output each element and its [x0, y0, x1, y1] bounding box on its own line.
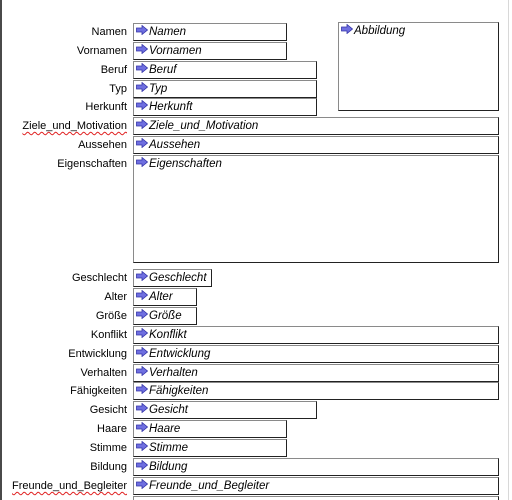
verhalten-field[interactable]: [133, 364, 499, 382]
geschlecht-field[interactable]: [133, 269, 212, 287]
herkunft-placeholder: Herkunft: [149, 101, 193, 113]
eigenschaften-field[interactable]: [133, 155, 499, 263]
beruf-placeholder: Beruf: [149, 64, 177, 76]
label-typ: Typ: [109, 83, 127, 95]
aussehen-field[interactable]: [133, 136, 499, 154]
arrow-right-icon: [136, 44, 148, 54]
label-gesicht: Gesicht: [89, 404, 127, 416]
freunde-und-begleiter-placeholder: Freunde_und_Begleiter: [149, 480, 270, 492]
arrow-right-icon: [136, 157, 148, 167]
eigenschaften-placeholder: Eigenschaften: [149, 158, 222, 170]
label-haare: Haare: [97, 423, 127, 435]
aussehen-placeholder: Aussehen: [149, 139, 201, 151]
arrow-right-icon: [136, 119, 148, 129]
stimme-field[interactable]: [133, 439, 287, 457]
label-vornamen: Vornamen: [76, 45, 127, 57]
alter-field[interactable]: [133, 288, 197, 306]
alter-placeholder: Alter: [149, 291, 173, 303]
gesicht-field[interactable]: [133, 401, 317, 419]
gesicht-placeholder: Gesicht: [149, 404, 188, 416]
label-herkunft: Herkunft: [85, 101, 127, 113]
window-right-edge: [508, 0, 509, 500]
label-stimme: Stimme: [89, 442, 127, 454]
label-beruf: Beruf: [100, 64, 127, 76]
entwicklung-placeholder: Entwicklung: [149, 348, 211, 360]
label-eigenschaften: Eigenschaften: [57, 158, 127, 170]
arrow-right-icon: [136, 25, 148, 35]
faehigkeiten-field[interactable]: [133, 382, 499, 400]
label-aussehen: Aussehen: [78, 139, 127, 151]
abbildung-image-field[interactable]: [338, 22, 499, 111]
arrow-right-icon: [341, 24, 353, 34]
ziele-und-motivation-placeholder: Ziele_und_Motivation: [149, 120, 259, 132]
bildung-field[interactable]: [133, 458, 499, 476]
ziele-und-motivation-field[interactable]: [133, 117, 499, 135]
typ-placeholder: Typ: [149, 83, 168, 95]
arrow-right-icon: [136, 384, 148, 394]
label-faehigkeiten: Fähigkeiten: [70, 385, 127, 397]
arrow-right-icon: [136, 347, 148, 357]
label-bildung: Bildung: [90, 461, 127, 473]
arrow-right-icon: [136, 82, 148, 92]
next-field-partial[interactable]: [133, 496, 499, 500]
namen-field[interactable]: [133, 23, 287, 41]
label-namen: Namen: [91, 26, 127, 38]
arrow-right-icon: [136, 479, 148, 489]
herkunft-field[interactable]: [133, 98, 317, 116]
arrow-right-icon: [136, 460, 148, 470]
arrow-right-icon: [136, 422, 148, 432]
label-geschlecht: Geschlecht: [71, 272, 127, 284]
arrow-right-icon: [136, 441, 148, 451]
verhalten-placeholder: Verhalten: [149, 367, 198, 379]
vornamen-field[interactable]: [133, 42, 287, 60]
abbildung-placeholder: Abbildung: [354, 25, 406, 37]
haare-field[interactable]: [133, 420, 287, 438]
label-entwicklung: Entwicklung: [68, 348, 127, 360]
beruf-field[interactable]: [133, 61, 317, 79]
groesse-placeholder: Größe: [149, 310, 182, 322]
freunde-und-begleiter-field[interactable]: [133, 477, 499, 495]
arrow-right-icon: [136, 100, 148, 110]
arrow-right-icon: [136, 290, 148, 300]
bildung-placeholder: Bildung: [149, 461, 188, 473]
label-konflikt: Konflikt: [90, 329, 127, 341]
vornamen-placeholder: Vornamen: [149, 45, 202, 57]
label-freunde-und-begleiter: Freunde_und_Begleiter: [12, 480, 127, 492]
arrow-right-icon: [136, 271, 148, 281]
typ-field[interactable]: [133, 80, 317, 98]
haare-placeholder: Haare: [149, 423, 181, 435]
arrow-right-icon: [136, 366, 148, 376]
label-groesse: Größe: [95, 310, 127, 322]
label-verhalten: Verhalten: [80, 367, 127, 379]
arrow-right-icon: [136, 63, 148, 73]
konflikt-field[interactable]: [133, 326, 499, 344]
groesse-field[interactable]: [133, 307, 197, 325]
label-alter: Alter: [104, 291, 127, 303]
arrow-right-icon: [136, 138, 148, 148]
arrow-right-icon: [136, 403, 148, 413]
stimme-placeholder: Stimme: [149, 442, 188, 454]
arrow-right-icon: [136, 328, 148, 338]
faehigkeiten-placeholder: Fähigkeiten: [149, 385, 209, 397]
geschlecht-placeholder: Geschlecht: [149, 272, 207, 284]
entwicklung-field[interactable]: [133, 345, 499, 363]
label-ziele-und-motivation: Ziele_und_Motivation: [22, 120, 127, 132]
namen-placeholder: Namen: [149, 26, 187, 38]
arrow-right-icon: [136, 309, 148, 319]
konflikt-placeholder: Konflikt: [149, 329, 187, 341]
